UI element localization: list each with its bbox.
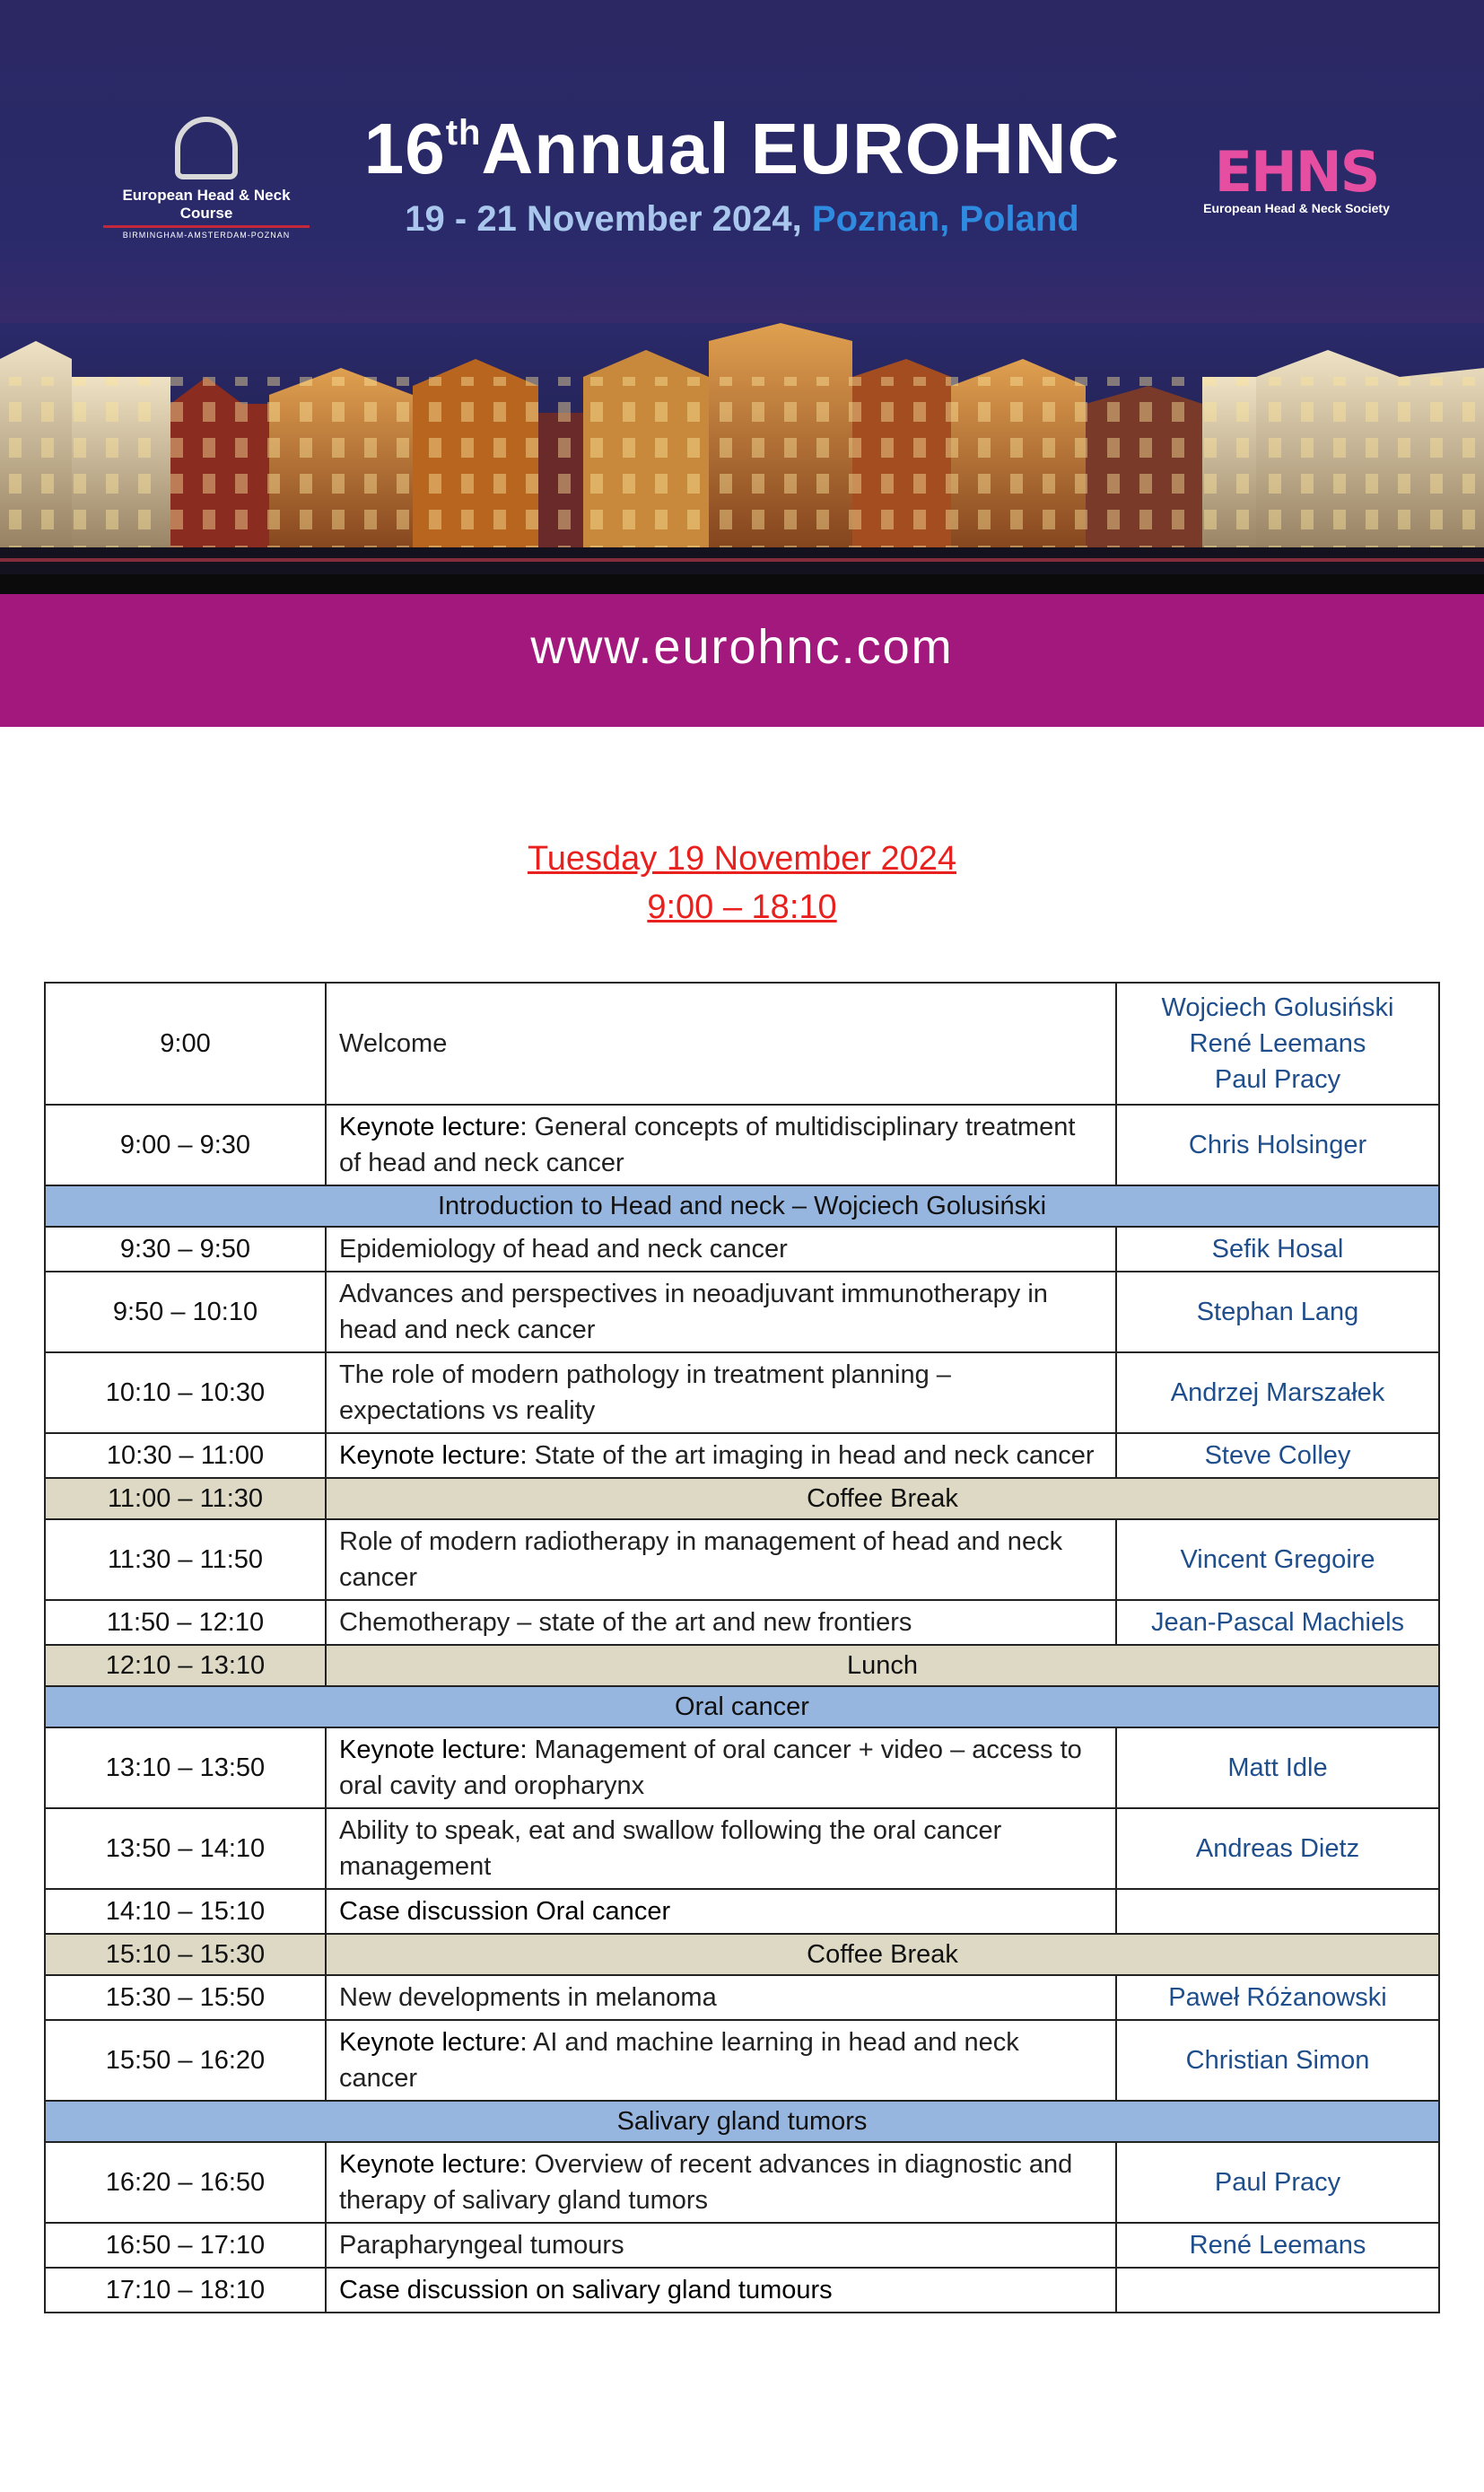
session-speakers <box>1116 1272 1439 1352</box>
speaker-name: René Leemans <box>1189 2231 1366 2260</box>
session-time: 16:20 – 16:50 <box>45 2142 326 2223</box>
session-speakers <box>1116 1105 1439 1185</box>
session-topic <box>326 2142 1116 2223</box>
section-title: Introduction to Head and neck – Wojciech Golusiński <box>45 1185 1439 1227</box>
poznan-old-town-illustration <box>0 323 1484 583</box>
speaker-name: Wojciech Golusiński <box>1161 993 1394 1022</box>
ehns-letters: EHNS <box>1214 139 1379 205</box>
speaker-name: Chris Holsinger <box>1188 1131 1367 1159</box>
session-speakers <box>1116 983 1439 1105</box>
session-time: 10:10 – 10:30 <box>45 1352 326 1433</box>
keynote-label: Keynote lecture: <box>339 2150 528 2179</box>
schedule-row <box>45 1227 1439 1272</box>
session-speakers <box>1116 1727 1439 1808</box>
course-cities: BIRMINGHAM-AMSTERDAM-POZNAN <box>122 231 291 240</box>
schedule-row <box>45 1808 1439 1889</box>
event-dates: 19 - 21 November 2024, <box>405 199 802 239</box>
session-topic <box>326 1889 1116 1934</box>
event-place: Poznan, Poland <box>811 199 1079 239</box>
session-topic <box>326 1227 1116 1272</box>
section-header <box>45 2101 1439 2142</box>
session-speakers <box>1116 1889 1439 1934</box>
topic-text: State of the art imaging in head and neck cancer <box>534 1441 1095 1470</box>
session-topic <box>326 1727 1116 1808</box>
speaker-name: Jean-Pascal Machiels <box>1150 1608 1405 1637</box>
session-topic <box>326 983 1116 1105</box>
keynote-label: Case discussion Oral cancer <box>339 1897 671 1926</box>
break-label: Lunch <box>326 1645 1439 1686</box>
break-label: Coffee Break <box>326 1934 1439 1975</box>
topic-text: The role of modern pathology in treatment planning – expectations vs reality <box>339 1360 951 1425</box>
speaker-name: Steve Colley <box>1204 1441 1351 1470</box>
topic-text: Ability to speak, eat and swallow following the oral cancer management <box>339 1816 1002 1881</box>
schedule-row <box>45 983 1439 1105</box>
day-date: Tuesday 19 November 2024 <box>527 840 957 878</box>
speaker-name: Paul Pracy <box>1214 1065 1341 1094</box>
topic-text: Advances and perspectives in neoadjuvant immunotherapy in head and neck cancer <box>339 1280 1048 1344</box>
session-time: 15:50 – 16:20 <box>45 2020 326 2101</box>
session-time: 10:30 – 11:00 <box>45 1433 326 1478</box>
program-table <box>44 982 1440 2313</box>
session-time: 17:10 – 18:10 <box>45 2268 326 2313</box>
speaker-name: Christian Simon <box>1185 2046 1370 2075</box>
schedule-row <box>45 1975 1439 2020</box>
divider-bar <box>0 574 1484 594</box>
speaker-name: Andreas Dietz <box>1195 1834 1360 1863</box>
session-time: 15:30 – 15:50 <box>45 1975 326 2020</box>
session-time: 11:30 – 11:50 <box>45 1519 326 1600</box>
speaker-name: Vincent Gregoire <box>1180 1545 1375 1574</box>
speaker-name: Andrzej Marszałek <box>1170 1378 1385 1407</box>
speaker-name: Matt Idle <box>1227 1753 1328 1782</box>
society-name: European Head & Neck Society <box>1203 201 1390 215</box>
keynote-label: Case discussion on salivary gland tumours <box>339 2276 833 2304</box>
session-time: 9:00 <box>45 983 326 1105</box>
session-topic <box>326 1519 1116 1600</box>
topic-text: Welcome <box>339 1029 448 1058</box>
schedule-row <box>45 1889 1439 1934</box>
session-topic <box>326 1600 1116 1645</box>
schedule-row <box>45 1272 1439 1352</box>
keynote-label: Keynote lecture: <box>339 1113 528 1141</box>
session-topic <box>326 2223 1116 2268</box>
session-topic <box>326 1433 1116 1478</box>
break-time: 15:10 – 15:30 <box>45 1934 326 1975</box>
title-suffix: th <box>445 113 482 153</box>
session-topic <box>326 1352 1116 1433</box>
session-time: 13:10 – 13:50 <box>45 1727 326 1808</box>
schedule-row <box>45 1727 1439 1808</box>
topic-text: New developments in melanoma <box>339 1983 717 2012</box>
ehns-logo <box>1193 139 1400 224</box>
keynote-label: Keynote lecture: <box>339 1736 528 1764</box>
title-number: 16 <box>363 109 446 188</box>
schedule-row <box>45 1433 1439 1478</box>
session-time: 9:30 – 9:50 <box>45 1227 326 1272</box>
break-row <box>45 1934 1439 1975</box>
title-text: Annual EUROHNC <box>481 109 1121 188</box>
session-time: 9:50 – 10:10 <box>45 1272 326 1352</box>
session-speakers <box>1116 1600 1439 1645</box>
schedule-row <box>45 2268 1439 2313</box>
break-time: 11:00 – 11:30 <box>45 1478 326 1519</box>
break-label: Coffee Break <box>326 1478 1439 1519</box>
schedule-row <box>45 2223 1439 2268</box>
speaker-name: Paul Pracy <box>1214 2168 1341 2197</box>
keynote-label: Keynote lecture: <box>339 1441 528 1470</box>
topic-text: Chemotherapy – state of the art and new frontiers <box>339 1608 912 1637</box>
break-row <box>45 1478 1439 1519</box>
session-speakers <box>1116 1352 1439 1433</box>
topic-text: AI and machine learning in head and neck cancer <box>339 2028 1019 2093</box>
break-row <box>45 1645 1439 1686</box>
session-speakers <box>1116 2223 1439 2268</box>
website-url[interactable]: www.eurohnc.com <box>0 594 1484 727</box>
schedule-row <box>45 1519 1439 1600</box>
topic-text: Role of modern radiotherapy in management of head and neck cancer <box>339 1527 1063 1592</box>
day-hours: 9:00 – 18:10 <box>647 888 837 926</box>
speaker-name: Stephan Lang <box>1196 1298 1359 1326</box>
header-banner <box>0 0 1484 592</box>
speaker-name: René Leemans <box>1189 1029 1366 1058</box>
section-header <box>45 1185 1439 1227</box>
schedule-row <box>45 2142 1439 2223</box>
section-header <box>45 1686 1439 1727</box>
session-topic <box>326 1808 1116 1889</box>
session-topic <box>326 2268 1116 2313</box>
topic-text: Overview of recent advances in diagnostic and therapy of salivary gland tumors <box>339 2150 1073 2215</box>
topic-text: Epidemiology of head and neck cancer <box>339 1235 788 1263</box>
session-speakers <box>1116 2142 1439 2223</box>
session-speakers <box>1116 1227 1439 1272</box>
session-speakers <box>1116 1519 1439 1600</box>
section-title: Salivary gland tumors <box>45 2101 1439 2142</box>
session-topic <box>326 1105 1116 1185</box>
schedule-row <box>45 1105 1439 1185</box>
schedule-row <box>45 1352 1439 1433</box>
session-time: 16:50 – 17:10 <box>45 2223 326 2268</box>
day-heading <box>0 835 1484 931</box>
keynote-label: Keynote lecture: <box>339 2028 528 2057</box>
speaker-name: Paweł Różanowski <box>1168 1983 1387 2012</box>
session-topic <box>326 1975 1116 2020</box>
session-speakers <box>1116 2268 1439 2313</box>
speaker-name: Sefik Hosal <box>1211 1235 1344 1263</box>
session-time: 9:00 – 9:30 <box>45 1105 326 1185</box>
schedule-row <box>45 2020 1439 2101</box>
session-time: 13:50 – 14:10 <box>45 1808 326 1889</box>
session-time: 14:10 – 15:10 <box>45 1889 326 1934</box>
session-speakers <box>1116 1975 1439 2020</box>
session-topic <box>326 2020 1116 2101</box>
topic-text: Parapharyngeal tumours <box>339 2231 624 2260</box>
session-time: 11:50 – 12:10 <box>45 1600 326 1645</box>
session-speakers <box>1116 1433 1439 1478</box>
break-time: 12:10 – 13:10 <box>45 1645 326 1686</box>
topic-text: Management of oral cancer + video – access to oral cavity and oropharynx <box>339 1736 1082 1800</box>
topic-text: General concepts of multidisciplinary treatment of head and neck cancer <box>339 1113 1076 1177</box>
session-speakers <box>1116 2020 1439 2101</box>
section-title: Oral cancer <box>45 1686 1439 1727</box>
course-name: European Head & Neck Course <box>122 187 291 222</box>
session-topic <box>326 1272 1116 1352</box>
schedule-row <box>45 1600 1439 1645</box>
session-speakers <box>1116 1808 1439 1889</box>
